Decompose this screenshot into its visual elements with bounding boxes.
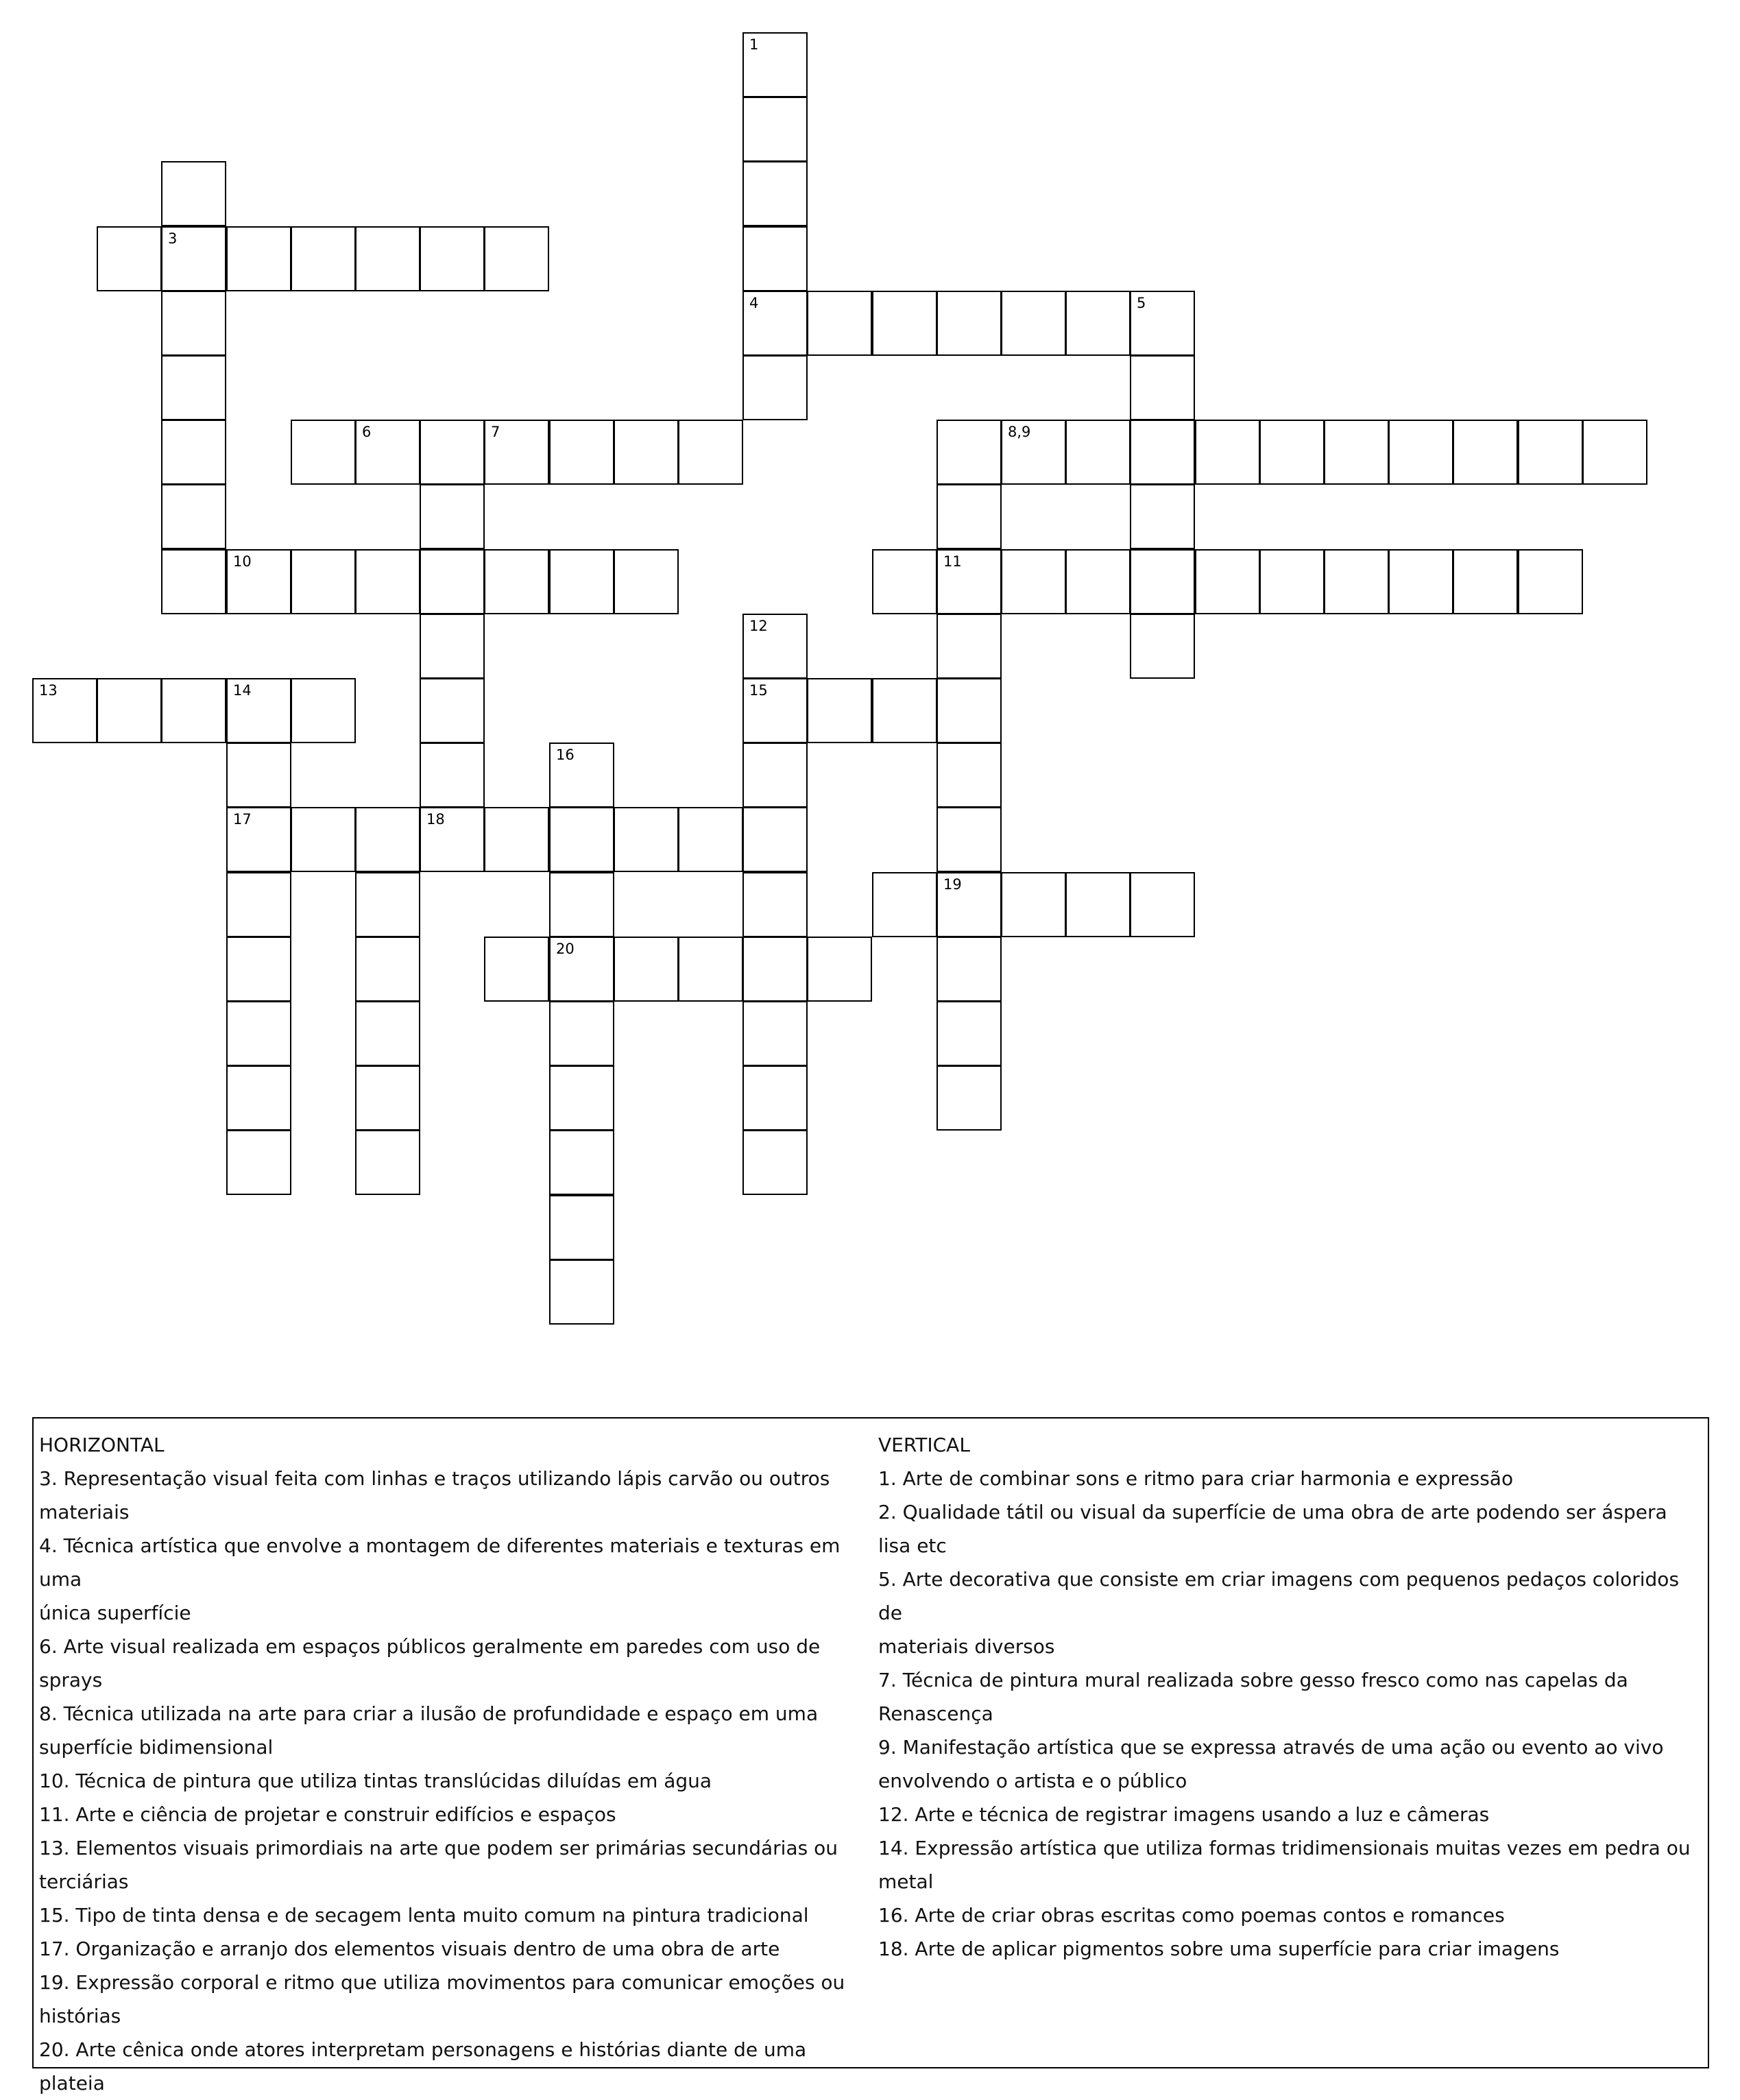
crossword-cell[interactable] xyxy=(742,161,808,226)
crossword-cell[interactable] xyxy=(549,743,614,808)
crossword-cell[interactable] xyxy=(549,1259,614,1325)
crossword-cell[interactable] xyxy=(937,614,1002,679)
crossword-cell[interactable] xyxy=(937,807,1002,872)
crossword-cell[interactable] xyxy=(1130,549,1195,614)
crossword-cell[interactable] xyxy=(355,420,420,485)
crossword-cell[interactable] xyxy=(291,420,356,485)
crossword-cell[interactable] xyxy=(161,291,226,356)
crossword-cell[interactable] xyxy=(549,807,614,872)
crossword-cell[interactable] xyxy=(161,355,226,420)
clue-number: 4 xyxy=(749,295,759,311)
crossword-cell[interactable] xyxy=(1130,872,1195,937)
crossword-cell[interactable] xyxy=(742,1001,808,1066)
clue-line: 10. Técnica de pintura que utiliza tintas translúcidas diluídas em água xyxy=(39,1770,712,1792)
clue-line: materiais xyxy=(39,1501,130,1523)
crossword-cell[interactable] xyxy=(678,807,743,872)
crossword-cell[interactable] xyxy=(420,807,485,872)
crossword-cell[interactable] xyxy=(742,678,808,743)
clue-number: 13 xyxy=(39,682,58,699)
crossword-cell[interactable] xyxy=(614,807,679,872)
crossword-cell[interactable] xyxy=(1518,420,1583,485)
crossword-cell[interactable] xyxy=(614,420,679,485)
crossword-cell[interactable] xyxy=(291,807,356,872)
crossword-cell[interactable] xyxy=(420,549,485,614)
clue-number: 18 xyxy=(426,811,445,828)
crossword-cell[interactable] xyxy=(678,937,743,1002)
crossword-cell[interactable] xyxy=(97,226,162,291)
crossword-cell[interactable] xyxy=(420,743,485,808)
clue-number: 20 xyxy=(556,941,575,957)
crossword-cell[interactable] xyxy=(549,1065,614,1131)
crossword-cell[interactable] xyxy=(226,549,291,614)
vertical-clues xyxy=(878,1428,1704,1966)
clue-line: 7. Técnica de pintura mural realizada sobre gesso fresco como nas capelas da xyxy=(878,1669,1628,1691)
clue-line: superfície bidimensional xyxy=(39,1736,274,1759)
crossword-cell[interactable] xyxy=(678,420,743,485)
crossword-cell[interactable] xyxy=(872,549,937,614)
crossword-cell[interactable] xyxy=(226,226,291,291)
clue-number: 14 xyxy=(233,682,252,699)
crossword-cell[interactable] xyxy=(549,872,614,937)
crossword-cell[interactable] xyxy=(1324,420,1389,485)
clue-line: 13. Elementos visuais primordiais na arte que podem ser primárias secundárias ou xyxy=(39,1837,838,1859)
clue-line: materiais diversos xyxy=(878,1635,1055,1658)
crossword-cell[interactable] xyxy=(1195,549,1260,614)
crossword-cell[interactable] xyxy=(742,743,808,808)
crossword-cell[interactable] xyxy=(742,1130,808,1195)
crossword-cell[interactable] xyxy=(226,872,291,937)
horizontal-heading: HORIZONTAL xyxy=(39,1434,165,1456)
crossword-cell[interactable] xyxy=(226,678,291,743)
crossword-cell[interactable] xyxy=(226,1130,291,1195)
clue-line: 20. Arte cênica onde atores interpretam personagens e histórias diante de uma plateia xyxy=(39,2038,807,2095)
crossword-cell[interactable] xyxy=(807,291,872,356)
clue-number: 7 xyxy=(491,424,500,440)
crossword-cell[interactable] xyxy=(937,743,1002,808)
crossword-cell[interactable] xyxy=(355,1130,420,1195)
crossword-cell[interactable] xyxy=(484,420,549,485)
crossword-cell[interactable] xyxy=(291,226,356,291)
clue-line: envolvendo o artista e o público xyxy=(878,1770,1187,1792)
crossword-cell[interactable] xyxy=(420,614,485,679)
crossword-cell[interactable] xyxy=(549,937,614,1002)
crossword-cell[interactable] xyxy=(161,420,226,485)
crossword-cell[interactable] xyxy=(484,226,549,291)
clue-line: única superfície xyxy=(39,1602,191,1624)
crossword-cell[interactable] xyxy=(355,937,420,1002)
crossword-cell[interactable] xyxy=(742,807,808,872)
crossword-cell[interactable] xyxy=(1518,549,1583,614)
clue-line: 6. Arte visual realizada em espaços públicos geralmente em paredes com uso de sprays xyxy=(39,1635,821,1691)
crossword-cell[interactable] xyxy=(807,678,872,743)
clue-line: 1. Arte de combinar sons e ritmo para criar harmonia e expressão xyxy=(878,1467,1514,1490)
clue-line: 8. Técnica utilizada na arte para criar a ilusão de profundidade e espaço em uma xyxy=(39,1702,819,1725)
crossword-cell[interactable] xyxy=(937,1065,1002,1131)
crossword-cell[interactable] xyxy=(742,872,808,937)
crossword-cell[interactable] xyxy=(226,1001,291,1066)
crossword-cell[interactable] xyxy=(226,743,291,808)
clue-number: 11 xyxy=(943,553,962,570)
clue-line: 14. Expressão artística que utiliza formas tridimensionais muitas vezes em pedra ou xyxy=(878,1837,1691,1859)
crossword-cell[interactable] xyxy=(420,484,485,549)
crossword-cell[interactable] xyxy=(1195,420,1260,485)
crossword-cell[interactable] xyxy=(291,678,356,743)
crossword-cell[interactable] xyxy=(807,937,872,1002)
crossword-cell[interactable] xyxy=(291,549,356,614)
clue-number: 17 xyxy=(233,811,252,828)
crossword-cell[interactable] xyxy=(226,937,291,1002)
crossword-cell[interactable] xyxy=(1065,420,1131,485)
crossword-cell[interactable] xyxy=(1130,420,1195,485)
clues-box xyxy=(32,1417,1709,2095)
clue-number: 19 xyxy=(943,876,962,893)
crossword-cell[interactable] xyxy=(420,226,485,291)
crossword-cell[interactable] xyxy=(742,97,808,162)
crossword-cell[interactable] xyxy=(355,549,420,614)
crossword-cell[interactable] xyxy=(614,549,679,614)
clue-number: 12 xyxy=(749,618,768,634)
crossword-cell[interactable] xyxy=(937,291,1002,356)
crossword-cell[interactable] xyxy=(420,420,485,485)
crossword-cell[interactable] xyxy=(742,355,808,420)
horizontal-clue-list xyxy=(39,1462,862,2100)
clue-line: 9. Manifestação artística que se expressa através de uma ação ou evento ao vivo xyxy=(878,1736,1664,1759)
crossword-cell[interactable] xyxy=(872,291,937,356)
crossword-cell[interactable] xyxy=(937,420,1002,485)
crossword-cell[interactable] xyxy=(937,937,1002,1002)
clue-line: 3. Representação visual feita com linhas e traços utilizando lápis carvão ou outros xyxy=(39,1467,830,1490)
clue-number: 6 xyxy=(362,424,372,440)
crossword-cell[interactable] xyxy=(1065,291,1131,356)
crossword-cell[interactable] xyxy=(937,549,1002,614)
clue-number: 10 xyxy=(233,553,252,570)
crossword-cell[interactable] xyxy=(484,937,549,1002)
crossword-cell[interactable] xyxy=(937,1001,1002,1066)
crossword-cell[interactable] xyxy=(1388,549,1453,614)
clue-number: 3 xyxy=(168,230,178,247)
crossword-cell[interactable] xyxy=(1453,420,1518,485)
crossword-cell[interactable] xyxy=(1001,872,1066,937)
crossword-cell[interactable] xyxy=(484,807,549,872)
crossword-cell[interactable] xyxy=(97,678,162,743)
vertical-clue-list xyxy=(878,1462,1704,1966)
crossword-cell[interactable] xyxy=(742,1065,808,1131)
crossword-cell[interactable] xyxy=(937,484,1002,549)
clue-line: histórias xyxy=(39,2005,121,2027)
crossword-cell[interactable] xyxy=(161,549,226,614)
clue-number: 16 xyxy=(556,747,575,763)
crossword-cell[interactable] xyxy=(549,1001,614,1066)
clue-line: 18. Arte de aplicar pigmentos sobre uma superfície para criar imagens xyxy=(878,1938,1560,1960)
crossword-cell[interactable] xyxy=(161,678,226,743)
clue-line: metal xyxy=(878,1870,934,1893)
crossword-cell[interactable] xyxy=(1130,614,1195,679)
crossword-cell[interactable] xyxy=(1582,420,1647,485)
crossword-cell[interactable] xyxy=(1388,420,1453,485)
crossword-cell[interactable] xyxy=(1065,549,1131,614)
crossword-cell[interactable] xyxy=(549,549,614,614)
clue-line: 15. Tipo de tinta densa e de secagem lenta muito comum na pintura tradicional xyxy=(39,1904,809,1927)
crossword-cell[interactable] xyxy=(1130,355,1195,420)
crossword-cell[interactable] xyxy=(872,872,937,937)
crossword-cell[interactable] xyxy=(742,614,808,679)
horizontal-clues xyxy=(39,1428,862,2100)
crossword-cell[interactable] xyxy=(161,161,226,226)
clue-line: 17. Organização e arranjo dos elementos visuais dentro de uma obra de arte xyxy=(39,1938,780,1960)
crossword-cell[interactable] xyxy=(484,549,549,614)
clue-line: 12. Arte e técnica de registrar imagens usando a luz e câmeras xyxy=(878,1803,1490,1826)
crossword-cell[interactable] xyxy=(355,226,420,291)
clue-number: 15 xyxy=(749,682,768,699)
crossword-cell[interactable] xyxy=(742,32,808,97)
crossword-cell[interactable] xyxy=(1001,549,1066,614)
crossword-cell[interactable] xyxy=(226,1065,291,1131)
clue-line: terciárias xyxy=(39,1870,129,1893)
crossword-cell[interactable] xyxy=(549,1195,614,1260)
crossword-cell[interactable] xyxy=(549,420,614,485)
crossword-cell[interactable] xyxy=(355,872,420,937)
crossword-cell[interactable] xyxy=(1001,420,1066,485)
crossword-cell[interactable] xyxy=(742,291,808,356)
crossword-cell[interactable] xyxy=(1130,484,1195,549)
clue-number: 8,9 xyxy=(1008,424,1031,440)
clue-number: 5 xyxy=(1137,295,1146,311)
crossword-cell[interactable] xyxy=(161,226,226,291)
crossword-cell[interactable] xyxy=(742,226,808,291)
crossword-cell[interactable] xyxy=(937,678,1002,743)
crossword-cell[interactable] xyxy=(614,937,679,1002)
crossword-cell[interactable] xyxy=(742,937,808,1002)
crossword-cell[interactable] xyxy=(1259,420,1325,485)
crossword-cell[interactable] xyxy=(32,678,97,743)
crossword-cell[interactable] xyxy=(1065,872,1131,937)
crossword-cell[interactable] xyxy=(1001,291,1066,356)
crossword-cell[interactable] xyxy=(226,807,291,872)
clue-line: Renascença xyxy=(878,1702,993,1725)
clue-line: 2. Qualidade tátil ou visual da superfície de uma obra de arte podendo ser áspera lisa etc xyxy=(878,1501,1667,1557)
vertical-heading: VERTICAL xyxy=(878,1434,970,1456)
clue-line: 4. Técnica artística que envolve a montagem de diferentes materiais e texturas em uma xyxy=(39,1534,841,1591)
crossword-cell[interactable] xyxy=(355,807,420,872)
clue-line: 19. Expressão corporal e ritmo que utiliza movimentos para comunicar emoções ou xyxy=(39,1971,845,1994)
crossword-cell[interactable] xyxy=(937,872,1002,937)
clue-line: 5. Arte decorativa que consiste em criar imagens com pequenos pedaços coloridos de xyxy=(878,1568,1680,1624)
crossword-cell[interactable] xyxy=(355,1001,420,1066)
crossword-cell[interactable] xyxy=(1324,549,1389,614)
crossword-cell[interactable] xyxy=(549,1130,614,1195)
crossword-cell[interactable] xyxy=(872,678,937,743)
crossword-cell[interactable] xyxy=(1453,549,1518,614)
crossword-cell[interactable] xyxy=(420,678,485,743)
crossword-cell[interactable] xyxy=(161,484,226,549)
clue-number: 1 xyxy=(749,36,759,53)
crossword-cell[interactable] xyxy=(1130,291,1195,356)
crossword-cell[interactable] xyxy=(355,1065,420,1131)
crossword-cell[interactable] xyxy=(1259,549,1325,614)
clue-line: 16. Arte de criar obras escritas como poemas contos e romances xyxy=(878,1904,1505,1927)
clue-line: 11. Arte e ciência de projetar e construir edifícios e espaços xyxy=(39,1803,616,1826)
